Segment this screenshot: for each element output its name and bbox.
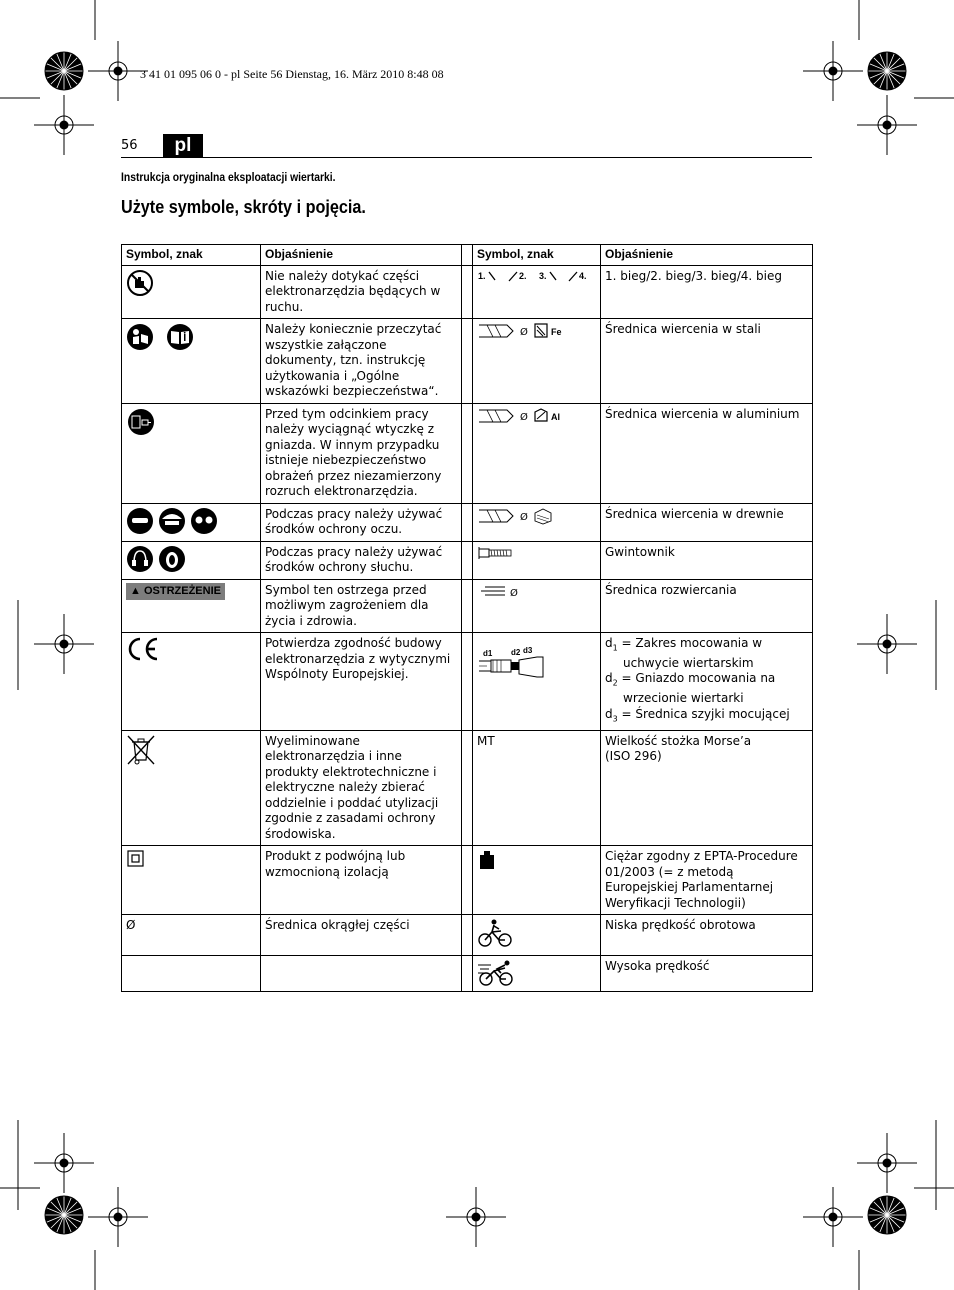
dim-label-d3: d3	[523, 647, 533, 655]
explanation-cell: Przed tym odcinkiem pracy należy wyciągnąć wtyczkę z gniazda. W innym przypadku istnieje niebezpieczeństwo obrażeń przez niezamierzony rozruch elektronarzędzia.	[261, 403, 462, 503]
dim-line-d2-cont: wrzecionie wiertarki	[623, 691, 744, 706]
symbol-cell	[473, 541, 601, 579]
header-explanation-left: Objaśnienie	[261, 245, 462, 266]
weee-bin-icon	[126, 734, 156, 766]
language-tag: pl	[163, 134, 203, 157]
table-row	[122, 319, 813, 404]
fast-cyclist-icon	[477, 959, 517, 987]
morse-line-1: Wielkość stożka Morse’a	[605, 733, 752, 748]
read-manual-icons	[126, 322, 198, 352]
symbol-cell	[473, 265, 601, 319]
symbol-cell	[122, 265, 261, 319]
symbol-cell	[122, 633, 261, 731]
symbol-cell	[122, 541, 261, 579]
explanation-cell: Potwierdza zgodność budowy elektronarzędzia z wytycznymi Wspólnoty Europejskiej.	[261, 633, 462, 731]
symbol-cell	[122, 319, 261, 404]
explanation-cell	[601, 730, 813, 846]
table-row	[122, 265, 813, 319]
star-mark-top-right	[868, 52, 906, 90]
weight-icon	[477, 849, 501, 871]
symbols-table	[121, 244, 813, 992]
explanation-cell: Średnica rozwiercania	[601, 579, 813, 633]
explanation-cell: Niska prędkość obrotowa	[601, 915, 813, 956]
gear-label-2: 2.	[519, 270, 527, 281]
warning-label: ▲ OSTRZEŻENIE	[126, 583, 225, 600]
table-row	[122, 846, 813, 915]
unplug-icon	[126, 407, 156, 437]
star-mark-bottom-right	[868, 1196, 906, 1234]
dim-label-d1: d1	[483, 649, 493, 658]
dim-label-d2: d2	[511, 648, 521, 657]
no-touch-icon	[126, 269, 154, 297]
print-info: 3 41 01 095 06 0 - pl Seite 56 Dienstag, 16. März 2010 8:48 08	[140, 67, 444, 81]
explanation-cell: Produkt z podwójną lub wzmocnioną izolacją	[261, 846, 462, 915]
table-row	[122, 579, 813, 633]
explanation-cell: Średnica wiercenia w stali	[601, 319, 813, 404]
dim-line-d1: $d_1$ = Zakres mocowania w	[605, 636, 763, 653]
star-mark-bottom-left	[45, 1196, 83, 1234]
header-symbol-left: Symbol, znak	[122, 245, 261, 266]
symbol-cell	[473, 319, 601, 404]
dim-line-d3: $d_3$ = Średnica szyjki mocującej	[605, 706, 790, 724]
drill-wood-icon	[477, 507, 597, 525]
symbol-cell	[122, 956, 261, 992]
explanation-cell: Średnica wiercenia w aluminium	[601, 403, 813, 503]
explanation-cell: Wysoka prędkość	[601, 956, 813, 992]
table-header-row	[122, 245, 813, 266]
header-rule	[121, 157, 812, 158]
svg-text:Ø: Ø	[520, 411, 528, 423]
double-insulation-icon	[126, 849, 146, 869]
explanation-cell: Gwintownik	[601, 541, 813, 579]
symbol-cell	[473, 503, 601, 541]
symbol-cell	[473, 579, 601, 633]
document-subtitle: Instrukcja oryginalna eksploatacji wiertarki.	[121, 172, 336, 184]
explanation-cell: Symbol ten ostrzega przed możliwym zagrożeniem dla życia i zdrowia.	[261, 579, 462, 633]
table-row	[122, 730, 813, 846]
table-row	[122, 633, 813, 731]
explanation-cell: Ciężar zgodny z EPTA-Procedure 01/2003 (= z metodą Europejskiej Parlamentarnej Weryfikacji Technologii)	[601, 846, 813, 915]
explanation-cell	[261, 956, 462, 992]
ce-mark-icon	[126, 636, 160, 662]
material-label-al: Al	[551, 411, 560, 422]
gear-label-1: 1.	[478, 270, 486, 281]
svg-text:Ø: Ø	[510, 587, 518, 599]
symbol-cell	[122, 846, 261, 915]
symbol-cell	[473, 846, 601, 915]
table-row	[122, 541, 813, 579]
table-row	[122, 915, 813, 956]
svg-text:Ø: Ø	[520, 511, 528, 523]
gear-speed-icons	[477, 269, 597, 285]
symbol-cell	[122, 579, 261, 633]
spacer	[462, 245, 473, 266]
svg-text:Ø: Ø	[520, 327, 528, 338]
chuck-dimensions-icon	[477, 647, 557, 681]
slow-cyclist-icon	[477, 918, 513, 948]
explanation-cell: Podczas pracy należy używać środków ochrony oczu.	[261, 503, 462, 541]
morse-line-2: (ISO 296)	[605, 749, 662, 764]
explanation-cell: Wyeliminowane elektronarzędzia i inne produkty elektrotechniczne i elektryczne należy zbierać oddzielnie i poddać utylizacji zgodnie z zasadami ochrony środowiska.	[261, 730, 462, 846]
eye-protection-icons	[126, 507, 218, 535]
explanation-cell: Podczas pracy należy używać środków ochrony słuchu.	[261, 541, 462, 579]
symbol-cell	[473, 633, 601, 731]
dim-line-d1-cont: uchwycie wiertarskim	[623, 655, 754, 670]
symbol-cell: MT	[473, 730, 601, 846]
explanation-cell: Należy koniecznie przeczytać wszystkie załączone dokumenty, tzn. instrukcję użytkowania i „Ogólne wskazówki bezpieczeństwa“.	[261, 319, 462, 404]
ear-protection-icons	[126, 545, 186, 573]
explanation-cell: Średnica wiercenia w drewnie	[601, 503, 813, 541]
drill-steel-icon	[477, 322, 597, 340]
star-mark-top-left	[45, 52, 83, 90]
explanation-cell	[601, 633, 813, 731]
gear-label-4: 4.	[579, 270, 587, 281]
chuck-dimension-list	[605, 636, 808, 727]
explanation-cell: Nie należy dotykać części elektronarzędzia będących w ruchu.	[261, 265, 462, 319]
symbol-cell	[473, 956, 601, 992]
symbol-cell	[122, 730, 261, 846]
table-row	[122, 503, 813, 541]
symbol-cell	[473, 915, 601, 956]
header-explanation-right: Objaśnienie	[601, 245, 813, 266]
symbol-cell	[473, 403, 601, 503]
drill-aluminium-icon	[477, 407, 597, 425]
page-number: 56	[121, 138, 138, 153]
header-symbol-right: Symbol, znak	[473, 245, 601, 266]
gear-label-3: 3.	[539, 270, 547, 281]
tap-icon	[477, 545, 537, 561]
reamer-icon	[477, 583, 537, 599]
dim-line-d2: $d_2$ = Gniazdo mocowania na	[605, 671, 776, 688]
explanation-cell: 1. bieg/2. bieg/3. bieg/4. bieg	[601, 265, 813, 319]
table-row	[122, 403, 813, 503]
table-row	[122, 956, 813, 992]
section-title: Użyte symbole, skróty i pojęcia.	[121, 197, 366, 217]
material-label-fe: Fe	[551, 327, 562, 337]
symbol-cell: Ø	[122, 915, 261, 956]
symbol-cell	[122, 403, 261, 503]
symbol-cell	[122, 503, 261, 541]
explanation-cell: Średnica okrągłej części	[261, 915, 462, 956]
